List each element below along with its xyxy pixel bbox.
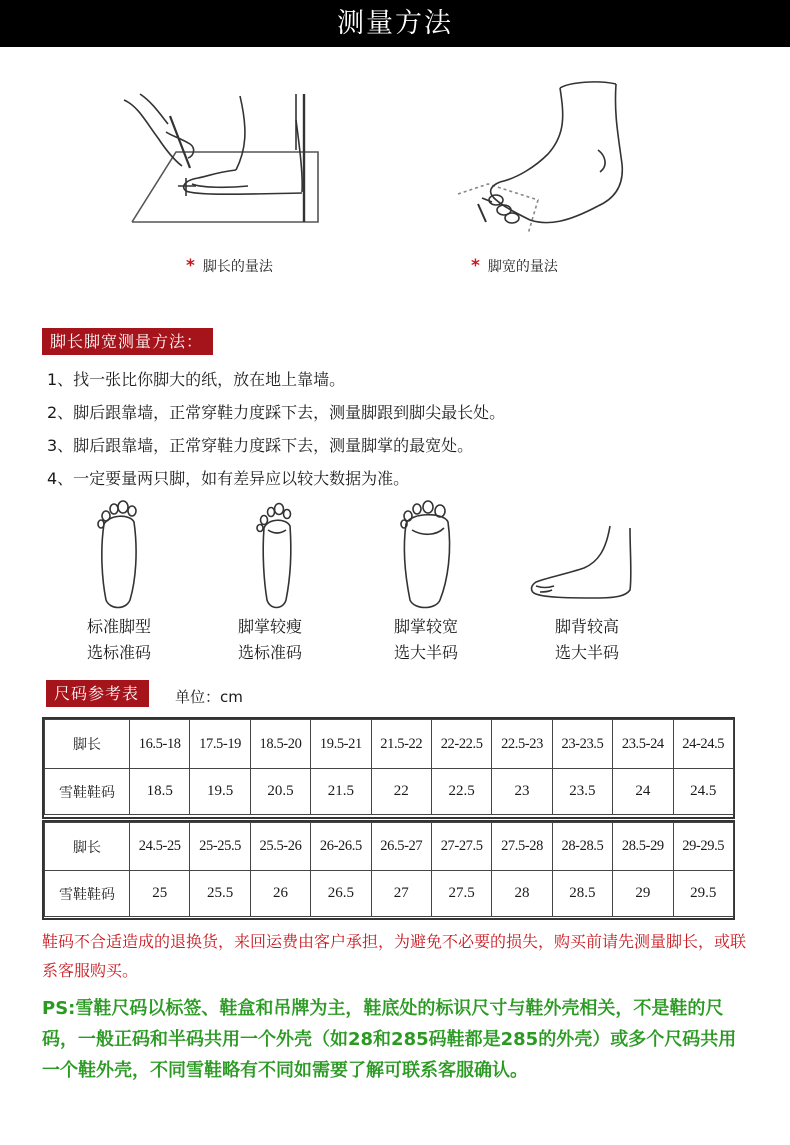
length-cell: 28.5-29: [613, 823, 673, 871]
size-cell: 29: [613, 871, 673, 917]
star-icon: *: [471, 256, 480, 276]
width-caption: * 脚宽的量法: [471, 256, 558, 276]
length-cell: 21.5-22: [371, 720, 431, 769]
foot-type-1: 标准脚型 选标准码: [86, 617, 151, 662]
length-cell: 22.5-23: [492, 720, 552, 769]
size-cell: 22.5: [431, 769, 491, 815]
page-title: 测量方法: [0, 0, 790, 47]
wide-foot-icon: [398, 500, 458, 612]
size-cell: 22: [371, 769, 431, 815]
high-instep-foot-icon: [526, 522, 638, 604]
size-cell: 24.5: [673, 769, 733, 815]
step-1: 1、找一张比你脚大的纸，放在地上靠墙。: [47, 370, 346, 389]
step-2: 2、脚后跟靠墙，正常穿鞋力度踩下去，测量脚跟到脚尖最长处。: [47, 403, 506, 422]
foot-type-3: 脚掌较宽 选大半码: [393, 617, 458, 662]
row-label: 脚长: [45, 823, 130, 871]
row-label: 雪鞋鞋码: [45, 769, 130, 815]
size-cell: 19.5: [190, 769, 250, 815]
size-cell: 28: [492, 871, 552, 917]
size-cell: 18.5: [130, 769, 190, 815]
table-row: [45, 871, 734, 917]
table-row: [45, 769, 734, 815]
size-cell: 28.5: [552, 871, 612, 917]
size-cell: 27.5: [431, 871, 491, 917]
method-heading: 脚长脚宽测量方法：: [42, 328, 213, 355]
size-cell: 25: [130, 871, 190, 917]
method-steps: [47, 363, 767, 495]
foot-width-illustration: [448, 74, 638, 254]
row-label: 脚长: [45, 720, 130, 769]
foot-type-4: 脚背较高 选大半码: [554, 617, 619, 662]
narrow-foot-icon: [250, 500, 305, 612]
foot-type-2: 脚掌较瘦 选标准码: [237, 617, 302, 662]
step-4: 4、一定要量两只脚，如有差异应以较大数据为准。: [47, 469, 410, 488]
length-cell: 18.5-20: [250, 720, 310, 769]
length-cell: 23.5-24: [613, 720, 673, 769]
length-cell: 27.5-28: [492, 823, 552, 871]
length-cell: 26.5-27: [371, 823, 431, 871]
size-cell: 20.5: [250, 769, 310, 815]
length-cell: 17.5-19: [190, 720, 250, 769]
length-cell: 25-25.5: [190, 823, 250, 871]
size-cell: 26: [250, 871, 310, 917]
size-chart-heading: 尺码参考表: [46, 680, 149, 707]
foot-length-illustration: [118, 80, 333, 230]
size-cell: 29.5: [673, 871, 733, 917]
ps-note: PS:雪鞋尺码以标签、鞋盒和吊牌为主，鞋底处的标识尺寸与鞋外壳相关，不是鞋的尺码，一般正码和半码共用一个外壳（如28和285码鞋都是285的外壳）或多个尺码共用一个鞋外壳，不同雪鞋略有不同如需要了解可联系客服确认。: [42, 998, 737, 1081]
length-cell: 19.5-21: [311, 720, 371, 769]
size-cell: 24: [613, 769, 673, 815]
length-cell: 27-27.5: [431, 823, 491, 871]
size-cell: 26.5: [311, 871, 371, 917]
size-cell: 23: [492, 769, 552, 815]
standard-foot-icon: [92, 500, 147, 612]
length-cell: 24.5-25: [130, 823, 190, 871]
length-cell: 16.5-18: [130, 720, 190, 769]
length-cell: 24-24.5: [673, 720, 733, 769]
star-icon: *: [186, 256, 195, 276]
size-table-1: [44, 719, 734, 815]
size-cell: 25.5: [190, 871, 250, 917]
length-cell: 22-22.5: [431, 720, 491, 769]
size-cell: 21.5: [311, 769, 371, 815]
length-cell: 23-23.5: [552, 720, 612, 769]
step-3: 3、脚后跟靠墙，正常穿鞋力度踩下去，测量脚掌的最宽处。: [47, 436, 474, 455]
unit-label: 单位：cm: [175, 688, 243, 706]
length-cell: 25.5-26: [250, 823, 310, 871]
row-label: 雪鞋鞋码: [45, 871, 130, 917]
length-cell: 29-29.5: [673, 823, 733, 871]
table-row: [45, 720, 734, 769]
length-cell: 28-28.5: [552, 823, 612, 871]
size-table-2: [44, 822, 734, 917]
length-caption: * 脚长的量法: [186, 256, 273, 276]
return-policy-note: 鞋码不合适造成的退换货，来回运费由客户承担，为避免不必要的损失，购买前请先测量脚长，或联系客服购买。: [42, 932, 747, 980]
size-cell: 27: [371, 871, 431, 917]
table-row: [45, 823, 734, 871]
size-cell: 23.5: [552, 769, 612, 815]
length-cell: 26-26.5: [311, 823, 371, 871]
